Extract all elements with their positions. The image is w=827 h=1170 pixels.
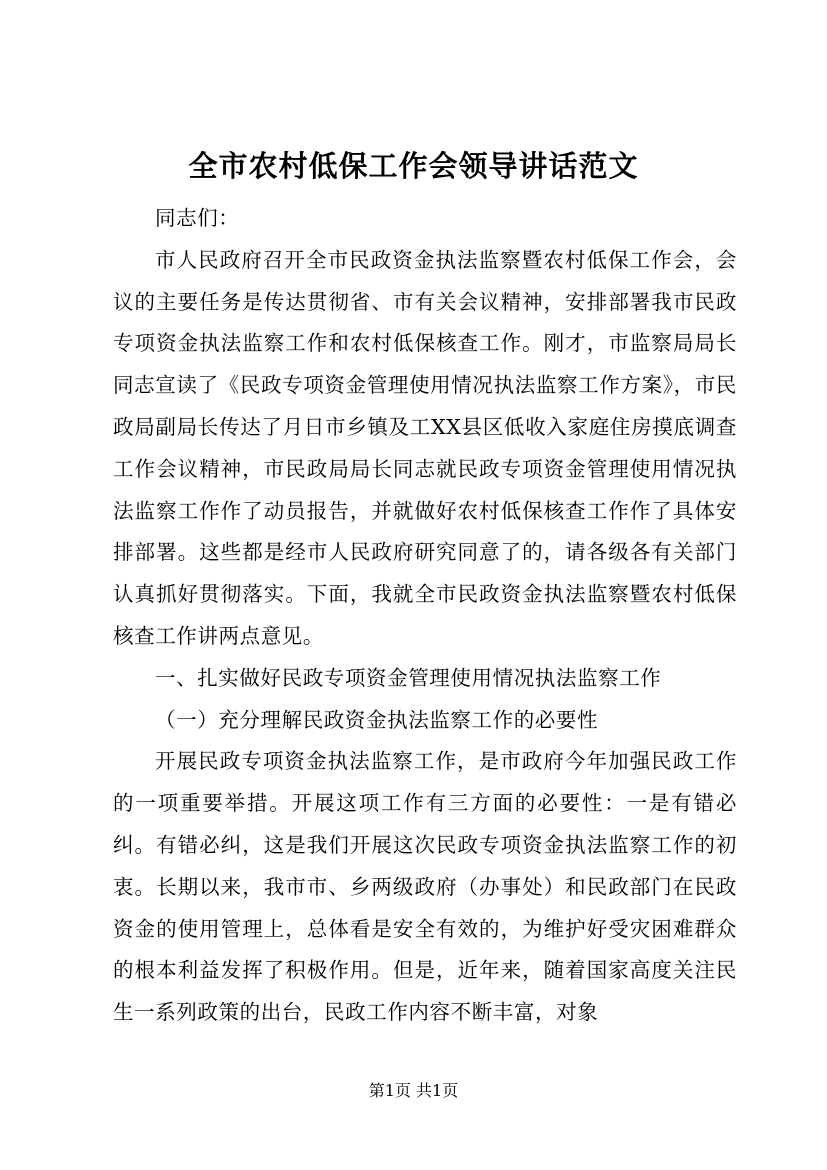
section-heading-1: 一、扎实做好民政专项资金管理使用情况执法监察工作: [155, 665, 662, 690]
document-body: [113, 198, 737, 1034]
paragraph-necessity: 开展民政专项资金执法监察工作，是市政府今年加强民政工作的一项重要举措。开展这项工作有三方面的必要性：一是有错必纠。有错必纠，这是我们开展这次民政专项资金执法监察工作的初衷。长期以来，我市市、乡两级政府（办事处）和民政部门在民政资金的使用管理上，总体看是安全有效的，为维护好受灾困难群众的根本利益发挥了积极作用。但是，近年来，随着国家高度关注民生一系列政策的出台，民政工作内容不断丰富，对象: [113, 749, 737, 1025]
document-title: 全市农村低保工作会领导讲话范文: [188, 149, 639, 183]
subsection-heading-1: （一）充分理解民政资金执法监察工作的必要性: [155, 707, 599, 732]
salutation: 同志们：: [155, 206, 240, 230]
paragraph-intro: 市人民政府召开全市民政资金执法监察暨农村低保工作会，会议的主要任务是传达贯彻省、市有关会议精神，安排部署我市民政专项资金执法监察工作和农村低保核查工作。刚才，市监察局局长同志宣读了《民政专项资金管理使用情况执法监察工作方案》，市民政局副局长传达了月日市乡镇及工XX县区低收入家庭住房摸底调查工作会议精神，市民政局局长同志就民政专项资金管理使用情况执法监察工作作了动员报告，并就做好农村低保核查工作作了具体安排部署。这些都是经市人民政府研究同意了的，请各级各有关部门认真抓好贯彻落实。下面，我就全市民政资金执法监察暨农村低保核查工作讲两点意见。: [113, 247, 737, 648]
page-footer: 第1页 共1页: [368, 1081, 459, 1100]
